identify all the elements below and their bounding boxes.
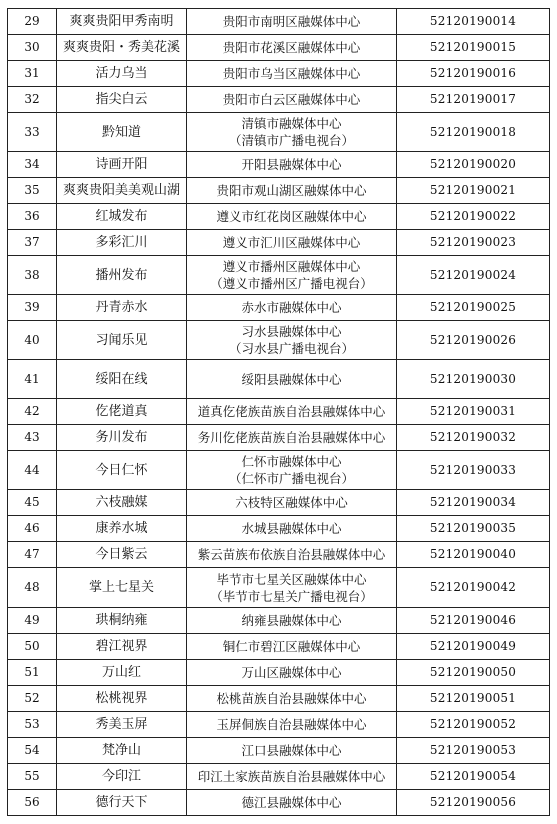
- organization-name: 遵义市红花岗区融媒体中心: [216, 209, 367, 224]
- registration-code: 52120190030: [397, 360, 550, 399]
- row-number: 30: [8, 35, 57, 61]
- account-name: 多彩汇川: [57, 230, 187, 256]
- account-name: 习闻乐见: [57, 321, 187, 360]
- table-body: [8, 9, 550, 816]
- organization-cell: [187, 178, 397, 204]
- registration-code: 52120190021: [397, 178, 550, 204]
- organization-alias: （清镇市广播电视台）: [228, 133, 354, 148]
- organization-cell: [187, 451, 397, 490]
- table-row: [8, 230, 550, 256]
- account-name: 松桃视界: [57, 686, 187, 712]
- organization-alias: （毕节市七星关广播电视台）: [210, 588, 373, 604]
- organization-name: 江口县融媒体中心: [241, 743, 342, 758]
- table-row: [8, 360, 550, 399]
- organization-name: 道真仡佬族苗族自治县融媒体中心: [197, 404, 386, 419]
- registration-code: 52120190042: [397, 568, 550, 608]
- registration-code: 52120190024: [397, 256, 550, 295]
- row-number: 55: [8, 764, 57, 790]
- registration-code: 52120190034: [397, 490, 550, 516]
- registration-code: 52120190023: [397, 230, 550, 256]
- table-row: [8, 87, 550, 113]
- account-name: 活力乌当: [57, 61, 187, 87]
- row-number: 37: [8, 230, 57, 256]
- organization-cell: [187, 321, 397, 360]
- organization-cell: [187, 295, 397, 321]
- row-number: 46: [8, 516, 57, 542]
- organization-cell: [187, 516, 397, 542]
- organization-cell: [187, 738, 397, 764]
- row-number: 43: [8, 425, 57, 451]
- table-row: [8, 321, 550, 360]
- registration-code: 52120190018: [397, 113, 550, 152]
- table-row: [8, 516, 550, 542]
- organization-cell: [187, 230, 397, 256]
- account-name: 德行天下: [57, 790, 187, 816]
- registration-code: 52120190031: [397, 399, 550, 425]
- organization-name: 铜仁市碧江区融媒体中心: [222, 639, 361, 654]
- account-name: 诗画开阳: [57, 152, 187, 178]
- account-name: 秀美玉屏: [57, 712, 187, 738]
- organization-name: 遵义市播州区融媒体中心: [222, 259, 361, 274]
- row-number: 29: [8, 9, 57, 35]
- row-number: 35: [8, 178, 57, 204]
- table-row: [8, 738, 550, 764]
- account-name: 红城发布: [57, 204, 187, 230]
- account-name: 绥阳在线: [57, 360, 187, 399]
- organization-name: 德江县融媒体中心: [241, 795, 342, 810]
- account-name: 黔知道: [57, 113, 187, 152]
- organization-name: 贵阳市南明区融媒体中心: [222, 14, 361, 29]
- table-row: [8, 568, 550, 608]
- organization-cell: [187, 152, 397, 178]
- row-number: 54: [8, 738, 57, 764]
- organization-cell: [187, 490, 397, 516]
- table-row: [8, 490, 550, 516]
- table-row: [8, 425, 550, 451]
- account-name: 爽爽贵阳・秀美花溪: [57, 35, 187, 61]
- organization-cell: [187, 568, 397, 608]
- registration-code: 52120190015: [397, 35, 550, 61]
- row-number: 47: [8, 542, 57, 568]
- organization-name: 贵阳市白云区融媒体中心: [222, 92, 361, 107]
- registration-code: 52120190052: [397, 712, 550, 738]
- row-number: 31: [8, 61, 57, 87]
- registration-code: 52120190014: [397, 9, 550, 35]
- organization-cell: [187, 87, 397, 113]
- row-number: 48: [8, 568, 57, 608]
- table-row: [8, 764, 550, 790]
- table-row: [8, 634, 550, 660]
- organization-cell: [187, 608, 397, 634]
- row-number: 41: [8, 360, 57, 399]
- row-number: 53: [8, 712, 57, 738]
- registration-code: 52120190051: [397, 686, 550, 712]
- organization-name: 六枝特区融媒体中心: [235, 495, 348, 510]
- organization-name: 清镇市融媒体中心: [241, 116, 342, 131]
- account-name: 今印江: [57, 764, 187, 790]
- organization-name: 遵义市汇川区融媒体中心: [222, 235, 361, 250]
- organization-name: 贵阳市观山湖区融媒体中心: [216, 183, 367, 198]
- organization-cell: [187, 542, 397, 568]
- row-number: 36: [8, 204, 57, 230]
- organization-cell: [187, 764, 397, 790]
- organization-cell: [187, 712, 397, 738]
- organization-cell: [187, 790, 397, 816]
- organization-name: 万山区融媒体中心: [241, 665, 342, 680]
- organization-name: 贵阳市乌当区融媒体中心: [222, 66, 361, 81]
- row-number: 56: [8, 790, 57, 816]
- account-name: 仡佬道真: [57, 399, 187, 425]
- organization-alias: （遵义市播州区广播电视台）: [210, 276, 373, 291]
- account-name: 康养水城: [57, 516, 187, 542]
- organization-cell: [187, 204, 397, 230]
- row-number: 51: [8, 660, 57, 686]
- row-number: 34: [8, 152, 57, 178]
- organization-name: 赤水市融媒体中心: [241, 300, 342, 315]
- table-row: [8, 399, 550, 425]
- account-name: 爽爽贵阳甲秀南明: [57, 9, 187, 35]
- registration-code: 52120190016: [397, 61, 550, 87]
- registration-code: 52120190017: [397, 87, 550, 113]
- organization-name: 毕节市七星关区融媒体中心: [216, 571, 367, 587]
- registration-code: 52120190046: [397, 608, 550, 634]
- registration-code: 52120190054: [397, 764, 550, 790]
- organization-name: 务川仡佬族苗族自治县融媒体中心: [197, 430, 386, 445]
- table-row: [8, 113, 550, 152]
- organization-name: 松桃苗族自治县融媒体中心: [216, 691, 367, 706]
- account-name: 六枝融媒: [57, 490, 187, 516]
- row-number: 38: [8, 256, 57, 295]
- organization-cell: [187, 35, 397, 61]
- organization-alias: （仁怀市广播电视台）: [228, 471, 354, 486]
- account-name: 珙桐纳雍: [57, 608, 187, 634]
- account-name: 万山红: [57, 660, 187, 686]
- registration-code: 52120190022: [397, 204, 550, 230]
- organization-name: 开阳县融媒体中心: [241, 157, 342, 172]
- account-name: 指尖白云: [57, 87, 187, 113]
- table-row: [8, 61, 550, 87]
- organization-name: 印江土家族苗族自治县融媒体中心: [197, 769, 386, 784]
- media-registry-table: [7, 8, 550, 816]
- organization-name: 仁怀市融媒体中心: [241, 454, 342, 469]
- row-number: 33: [8, 113, 57, 152]
- organization-cell: [187, 425, 397, 451]
- table-row: [8, 178, 550, 204]
- organization-name: 纳雍县融媒体中心: [241, 613, 342, 628]
- registration-code: 52120190053: [397, 738, 550, 764]
- organization-cell: [187, 686, 397, 712]
- account-name: 碧江视界: [57, 634, 187, 660]
- row-number: 49: [8, 608, 57, 634]
- row-number: 52: [8, 686, 57, 712]
- organization-name: 水城县融媒体中心: [241, 521, 342, 536]
- organization-name: 紫云苗族布依族自治县融媒体中心: [197, 547, 386, 562]
- table-row: [8, 660, 550, 686]
- table-row: [8, 152, 550, 178]
- row-number: 44: [8, 451, 57, 490]
- row-number: 45: [8, 490, 57, 516]
- account-name: 播州发布: [57, 256, 187, 295]
- registration-code: 52120190050: [397, 660, 550, 686]
- registration-code: 52120190032: [397, 425, 550, 451]
- account-name: 务川发布: [57, 425, 187, 451]
- table-row: [8, 542, 550, 568]
- table-row: [8, 712, 550, 738]
- table-row: [8, 204, 550, 230]
- registration-code: 52120190056: [397, 790, 550, 816]
- row-number: 50: [8, 634, 57, 660]
- table-row: [8, 9, 550, 35]
- organization-name: 贵阳市花溪区融媒体中心: [222, 40, 361, 55]
- table-row: [8, 35, 550, 61]
- organization-cell: [187, 9, 397, 35]
- organization-alias: （习水县广播电视台）: [228, 341, 354, 356]
- organization-name: 玉屏侗族自治县融媒体中心: [216, 717, 367, 732]
- table-row: [8, 451, 550, 490]
- registration-code: 52120190040: [397, 542, 550, 568]
- table-row: [8, 686, 550, 712]
- registration-code: 52120190020: [397, 152, 550, 178]
- table-row: [8, 295, 550, 321]
- registration-code: 52120190033: [397, 451, 550, 490]
- table-row: [8, 608, 550, 634]
- organization-cell: [187, 660, 397, 686]
- table-row: [8, 256, 550, 295]
- organization-name: 习水县融媒体中心: [241, 324, 342, 339]
- organization-name: 绥阳县融媒体中心: [241, 371, 342, 387]
- table-row: [8, 790, 550, 816]
- registration-code: 52120190026: [397, 321, 550, 360]
- organization-cell: [187, 113, 397, 152]
- row-number: 39: [8, 295, 57, 321]
- row-number: 40: [8, 321, 57, 360]
- registration-code: 52120190049: [397, 634, 550, 660]
- row-number: 32: [8, 87, 57, 113]
- organization-cell: [187, 360, 397, 399]
- account-name: 掌上七星关: [57, 568, 187, 608]
- account-name: 今日紫云: [57, 542, 187, 568]
- account-name: 梵净山: [57, 738, 187, 764]
- organization-cell: [187, 634, 397, 660]
- registration-code: 52120190035: [397, 516, 550, 542]
- organization-cell: [187, 399, 397, 425]
- account-name: 丹青赤水: [57, 295, 187, 321]
- registration-code: 52120190025: [397, 295, 550, 321]
- row-number: 42: [8, 399, 57, 425]
- organization-cell: [187, 61, 397, 87]
- account-name: 爽爽贵阳美美观山湖: [57, 178, 187, 204]
- account-name: 今日仁怀: [57, 451, 187, 490]
- organization-cell: [187, 256, 397, 295]
